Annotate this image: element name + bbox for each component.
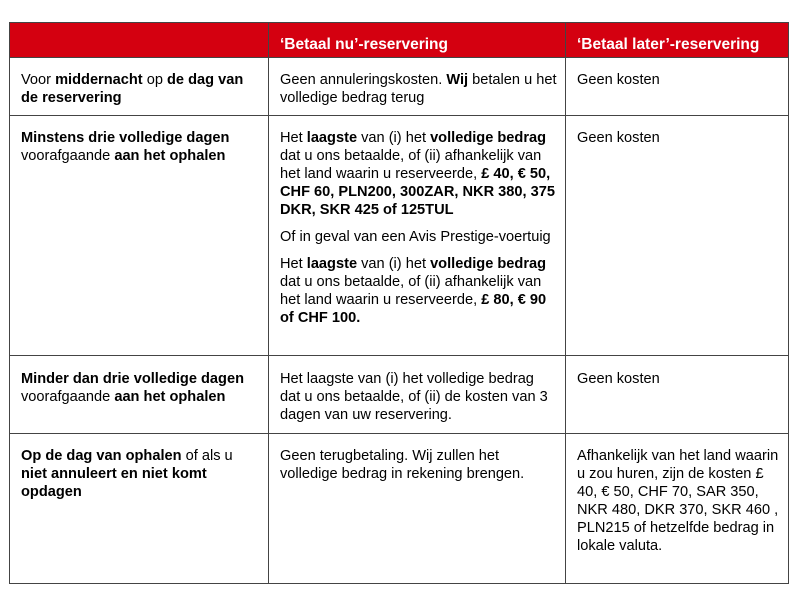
text-run: dat u ons betaalde, of (ii) afhankelijk van het land waarin u reserveerde, — [280, 148, 542, 182]
text-run: op — [142, 72, 167, 88]
table-row — [10, 116, 789, 356]
pay-later-cell: Geen kosten — [566, 356, 789, 434]
text-run: of als u — [181, 448, 233, 464]
text-run: Of in geval van een Avis Prestige-voertuig — [280, 229, 551, 245]
pay-now-cell — [269, 58, 566, 116]
header-empty-cell — [10, 23, 269, 58]
bold-text-run: volledige bedrag — [430, 130, 547, 146]
pay-now-cell — [269, 116, 566, 356]
bold-text-run: de dag van de reservering — [21, 72, 244, 106]
pay-now-cell — [269, 356, 566, 434]
pay-now-cell — [269, 434, 566, 584]
bold-text-run: Minder dan drie volledige dagen — [21, 371, 244, 387]
pay-later-cell: Geen kosten — [566, 58, 789, 116]
bold-text-run: middernacht — [55, 72, 143, 88]
text-run: Voor — [21, 72, 56, 88]
bold-text-run: laagste — [306, 130, 358, 146]
bold-text-run: Minstens drie volledige dagen — [21, 130, 230, 146]
bold-text-run: aan het ophalen — [114, 148, 226, 164]
table-row — [10, 356, 789, 434]
pay-later-cell: Afhankelijk van het land waarin u zou huren, zijn de kosten £ 40, € 50, CHF 70, SAR 350, NKR 480, DKR 370, SKR 460 , PLN215 of hetzelfde bedrag in lokale valuta. — [566, 434, 789, 584]
bold-text-run: £ 80, € 90 of CHF 100. — [280, 292, 547, 326]
condition-cell — [10, 58, 269, 116]
table-header-row — [10, 23, 789, 58]
text-run: Het — [280, 130, 307, 146]
bold-text-run: aan het ophalen — [114, 389, 226, 405]
header-pay-later: ‘Betaal later’-reservering — [566, 23, 789, 58]
text-run: Geen annuleringskosten. — [280, 72, 447, 88]
condition-cell — [10, 434, 269, 584]
bold-text-run: niet annuleert en niet komt opdagen — [21, 466, 207, 500]
bold-text-run: volledige bedrag — [430, 256, 547, 272]
table-row — [10, 58, 789, 116]
bold-text-run: Op de dag van ophalen — [21, 448, 182, 464]
text-run: Het — [280, 256, 307, 272]
bold-text-run: Wij — [446, 72, 469, 88]
text-run: betalen u het volledige bedrag terug — [280, 72, 557, 106]
bold-text-run: laagste — [306, 256, 358, 272]
table-row — [10, 434, 789, 584]
condition-cell — [10, 116, 269, 356]
bold-text-run: £ 40, € 50, CHF 60, PLN200, 300ZAR, NKR 380, 375 DKR, SKR 425 of 125TUL — [280, 166, 555, 218]
text-run: dat u ons betaalde, of (ii) afhankelijk van het land waarin u reserveerde, — [280, 274, 542, 308]
text-run: van (i) het — [357, 130, 431, 146]
text-run: voorafgaande — [21, 389, 115, 405]
text-run: Het laagste van (i) het volledige bedrag dat u ons betaalde, of (ii) de kosten van 3 dagen van uw reservering. — [280, 371, 548, 423]
condition-cell — [10, 356, 269, 434]
pay-later-cell: Geen kosten — [566, 116, 789, 356]
text-run: voorafgaande — [21, 148, 115, 164]
text-run: Geen terugbetaling. Wij zullen het volledige bedrag in rekening brengen. — [280, 448, 525, 482]
text-run: van (i) het — [357, 256, 431, 272]
cancellation-fees-table — [9, 22, 789, 584]
header-pay-now: ‘Betaal nu’-reservering — [269, 23, 566, 58]
